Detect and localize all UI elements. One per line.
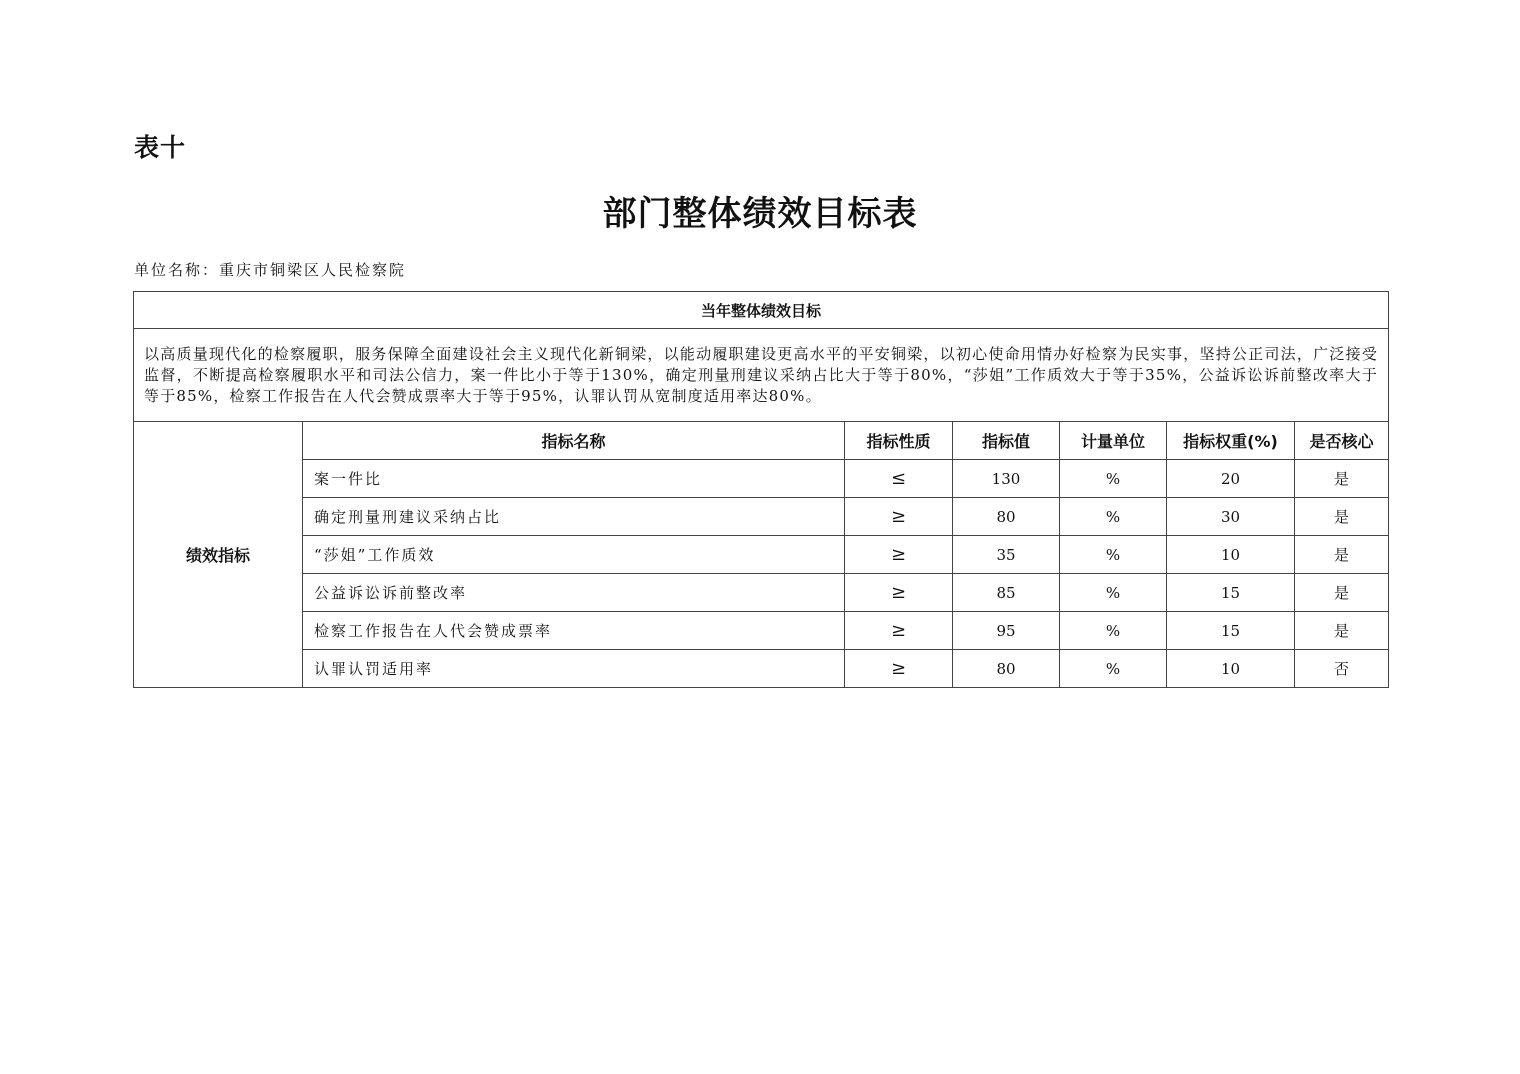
indicator-value: 35 — [953, 536, 1060, 574]
indicator-weight: 30 — [1167, 498, 1295, 536]
column-header-value: 指标值 — [953, 422, 1060, 460]
indicator-unit: % — [1060, 498, 1167, 536]
indicator-name: 案一件比 — [303, 460, 845, 498]
performance-goal-table — [133, 291, 1389, 688]
unit-name-line: 单位名称：重庆市铜梁区人民检察院 — [134, 261, 407, 279]
indicator-name: 检察工作报告在人代会赞成票率 — [303, 612, 845, 650]
indicator-value: 130 — [953, 460, 1060, 498]
indicator-name: 确定刑量刑建议采纳占比 — [303, 498, 845, 536]
indicator-core: 是 — [1295, 612, 1389, 650]
indicator-unit: % — [1060, 536, 1167, 574]
table-row — [134, 460, 1389, 498]
indicator-value: 95 — [953, 612, 1060, 650]
table-row — [134, 498, 1389, 536]
indicator-nature: ≥ — [845, 612, 953, 650]
indicator-core: 是 — [1295, 460, 1389, 498]
indicator-name: 公益诉讼诉前整改率 — [303, 574, 845, 612]
annual-goal-header: 当年整体绩效目标 — [134, 292, 1389, 329]
indicator-name: “莎姐”工作质效 — [303, 536, 845, 574]
indicator-core: 是 — [1295, 536, 1389, 574]
indicator-weight: 15 — [1167, 612, 1295, 650]
indicator-unit: % — [1060, 460, 1167, 498]
indicator-value: 80 — [953, 650, 1060, 688]
column-header-core: 是否核心 — [1295, 422, 1389, 460]
table-row — [134, 650, 1389, 688]
indicator-value: 85 — [953, 574, 1060, 612]
indicator-weight: 10 — [1167, 650, 1295, 688]
column-header-unit: 计量单位 — [1060, 422, 1167, 460]
table-row — [134, 536, 1389, 574]
table-number-label: 表十 — [134, 133, 187, 162]
indicator-weight: 15 — [1167, 574, 1295, 612]
indicator-nature: ≥ — [845, 498, 953, 536]
column-header-weight: 指标权重(%) — [1167, 422, 1295, 460]
indicator-core: 是 — [1295, 498, 1389, 536]
indicator-weight: 10 — [1167, 536, 1295, 574]
indicator-unit: % — [1060, 574, 1167, 612]
indicator-core: 否 — [1295, 650, 1389, 688]
annual-goal-text: 以高质量现代化的检察履职，服务保障全面建设社会主义现代化新铜梁，以能动履职建设更高水平的平安铜梁，以初心使命用情办好检察为民实事，坚持公正司法，广泛接受监督，不断提高检察履职水平和司法公信力，案一件比小于等于130%，确定刑量刑建议采纳占比大于等于80%，“莎姐”工作质效大于等于35%，公益诉讼诉前整改率大于等于85%，检察工作报告在人代会赞成票率大于等于95%，认罪认罚从宽制度适用率达80%。 — [134, 329, 1389, 422]
indicator-unit: % — [1060, 612, 1167, 650]
indicator-section-label: 绩效指标 — [134, 422, 303, 688]
indicator-name: 认罪认罚适用率 — [303, 650, 845, 688]
document-title: 部门整体绩效目标表 — [602, 194, 918, 234]
indicator-core: 是 — [1295, 574, 1389, 612]
indicator-value: 80 — [953, 498, 1060, 536]
column-header-name: 指标名称 — [303, 422, 845, 460]
indicator-nature: ≤ — [845, 460, 953, 498]
indicator-unit: % — [1060, 650, 1167, 688]
indicator-weight: 20 — [1167, 460, 1295, 498]
indicator-nature: ≥ — [845, 650, 953, 688]
indicator-nature: ≥ — [845, 574, 953, 612]
indicator-nature: ≥ — [845, 536, 953, 574]
table-row — [134, 574, 1389, 612]
table-row — [134, 612, 1389, 650]
column-header-nature: 指标性质 — [845, 422, 953, 460]
